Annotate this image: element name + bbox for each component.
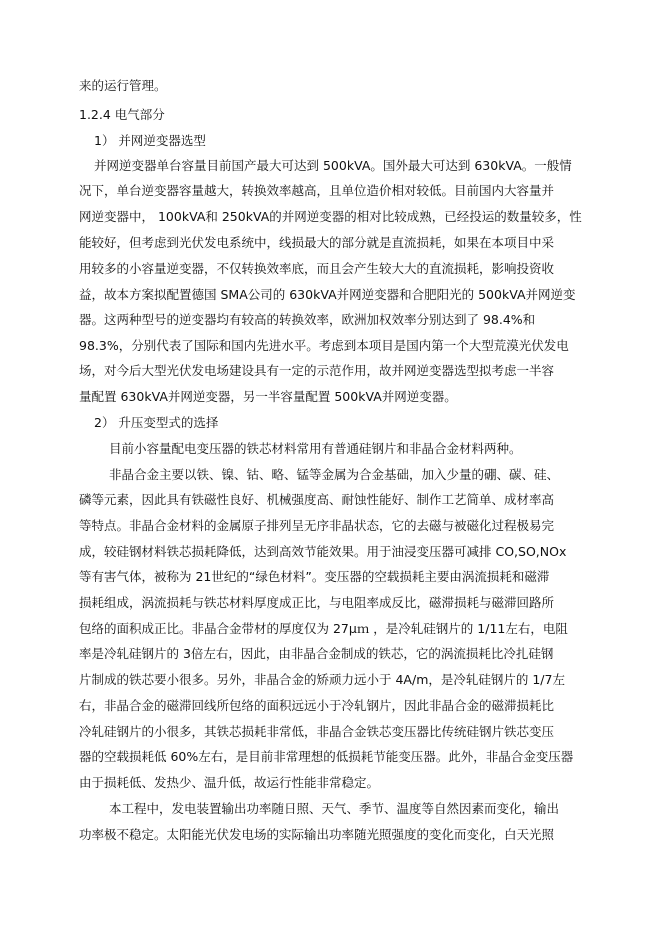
paragraph-line: 等有害气体，被称为 21世纪的“绿色材料”。变压器的空载损耗主要由涡流损耗和磁滞 (79, 569, 550, 584)
paragraph-line: 量配置 630kVA并网逆变器，另一半容量配置 500kVA并网逆变器。 (79, 389, 457, 404)
paragraph-line: 率是冷轧硅钢片的 3倍左右，因此，由非晶合金制成的铁芯，它的涡流损耗比冷扎硅钢 (79, 646, 554, 661)
paragraph-line: 器。这两种型号的逆变器均有较高的转换效率，欧洲加权效率分别达到了 98.4%和 (79, 312, 536, 327)
paragraph-line: 本工程中，发电装置输出功率随日照、天气、季节、温度等自然因素而变化，输出 (109, 801, 560, 816)
subsection-heading: 1） 并网逆变器选型 (94, 133, 206, 148)
paragraph-line: 能较好，但考虑到光伏发电系统中，线损最大的部分就是直流损耗，如果在本项目中采 (79, 235, 555, 250)
text-line: 来的运行管理。 (79, 78, 167, 93)
paragraph-line: 冷轧硅钢片的小很多，其铁芯损耗非常低，非晶合金铁芯变压器比传统硅钢片铁芯变压 (79, 724, 555, 739)
paragraph-line: 益，故本方案拟配置德国 SMA公司的 630kVA并网逆变器和合肥阳光的 500kVA并网逆变 (79, 287, 576, 302)
paragraph-line: 磷等元素，因此具有铁磁性良好、机械强度高、耐蚀性能好、制作工艺简单、成材率高 (79, 492, 555, 507)
paragraph-line: 用较多的小容量逆变器，不仅转换效率底，而且会产生较大大的直流损耗，影响投资收 (79, 261, 555, 276)
paragraph-line: 等特点。非晶合金材料的金属原子排列呈无序非晶状态，它的去磁与被磁化过程极易完 (79, 518, 555, 533)
paragraph-line: 网逆变器中， 100kVA和 250kVA的并网逆变器的相对比较成熟，已经投运的数量较多，性 (79, 209, 582, 224)
paragraph-line: 损耗组成，涡流损耗与铁芯材料厚度成正比，与电阻率成反比，磁滞损耗与磁滞回路所 (79, 595, 555, 610)
paragraph-line: 况下，单台逆变器容量越大，转换效率越高，且单位造价相对较低。目前国内大容量并 (79, 183, 555, 198)
subsection-heading: 2） 升压变型式的选择 (94, 415, 219, 430)
paragraph-line: 片制成的铁芯要小很多。另外，非晶合金的矫顽力远小于 4A/m，是冷轧硅钢片的 1/7左 (79, 672, 565, 687)
paragraph-line: 由于损耗低、发热少、温升低，故运行性能非常稳定。 (79, 775, 380, 790)
paragraph-line: 98.3%，分别代表了国际和国内先进水平。考虑到本项目是国内第一个大型荒漠光伏发电 (79, 338, 569, 353)
paragraph-line: 右，非晶合金的磁滞回线所包络的面积远远小于冷轧钢片，因此非晶合金的磁滞损耗比 (79, 698, 555, 713)
paragraph-line: 功率极不稳定。太阳能光伏发电场的实际输出功率随光照强度的变化而变化，白天光照 (79, 827, 555, 842)
paragraph-line: 目前小容量配电变压器的铁芯材料常用有普通硅钢片和非晶合金材料两种。 (109, 441, 522, 456)
paragraph-line: 场，对今后大型光伏发电场建设具有一定的示范作用，故并网逆变器选型拟考虑一半容 (79, 363, 555, 378)
paragraph-line: 非晶合金主要以铁、镍、钴、略、锰等金属为合金基础，加入少量的硼、碳、硅、 (109, 467, 560, 482)
section-heading: 1.2.4 电气部分 (79, 107, 165, 122)
paragraph-line: 器的空载损耗低 60%左右，是目前非常理想的低损耗节能变压器。此外，非晶合金变压器 (79, 749, 574, 764)
paragraph-line: 包络的面积成正比。非晶合金带材的厚度仅为 27μｍ ，是冷轧硅钢片的 1/11左右，电阻 (79, 621, 568, 636)
paragraph-line: 成，较硅钢材料铁芯损耗降低，达到高效节能效果。用于油浸变压器可减排 CO,SO,NOx (79, 544, 567, 559)
paragraph-line: 并网逆变器单台容量目前国产最大可达到 500kVA。国外最大可达到 630kVA。一般情 (94, 158, 572, 173)
